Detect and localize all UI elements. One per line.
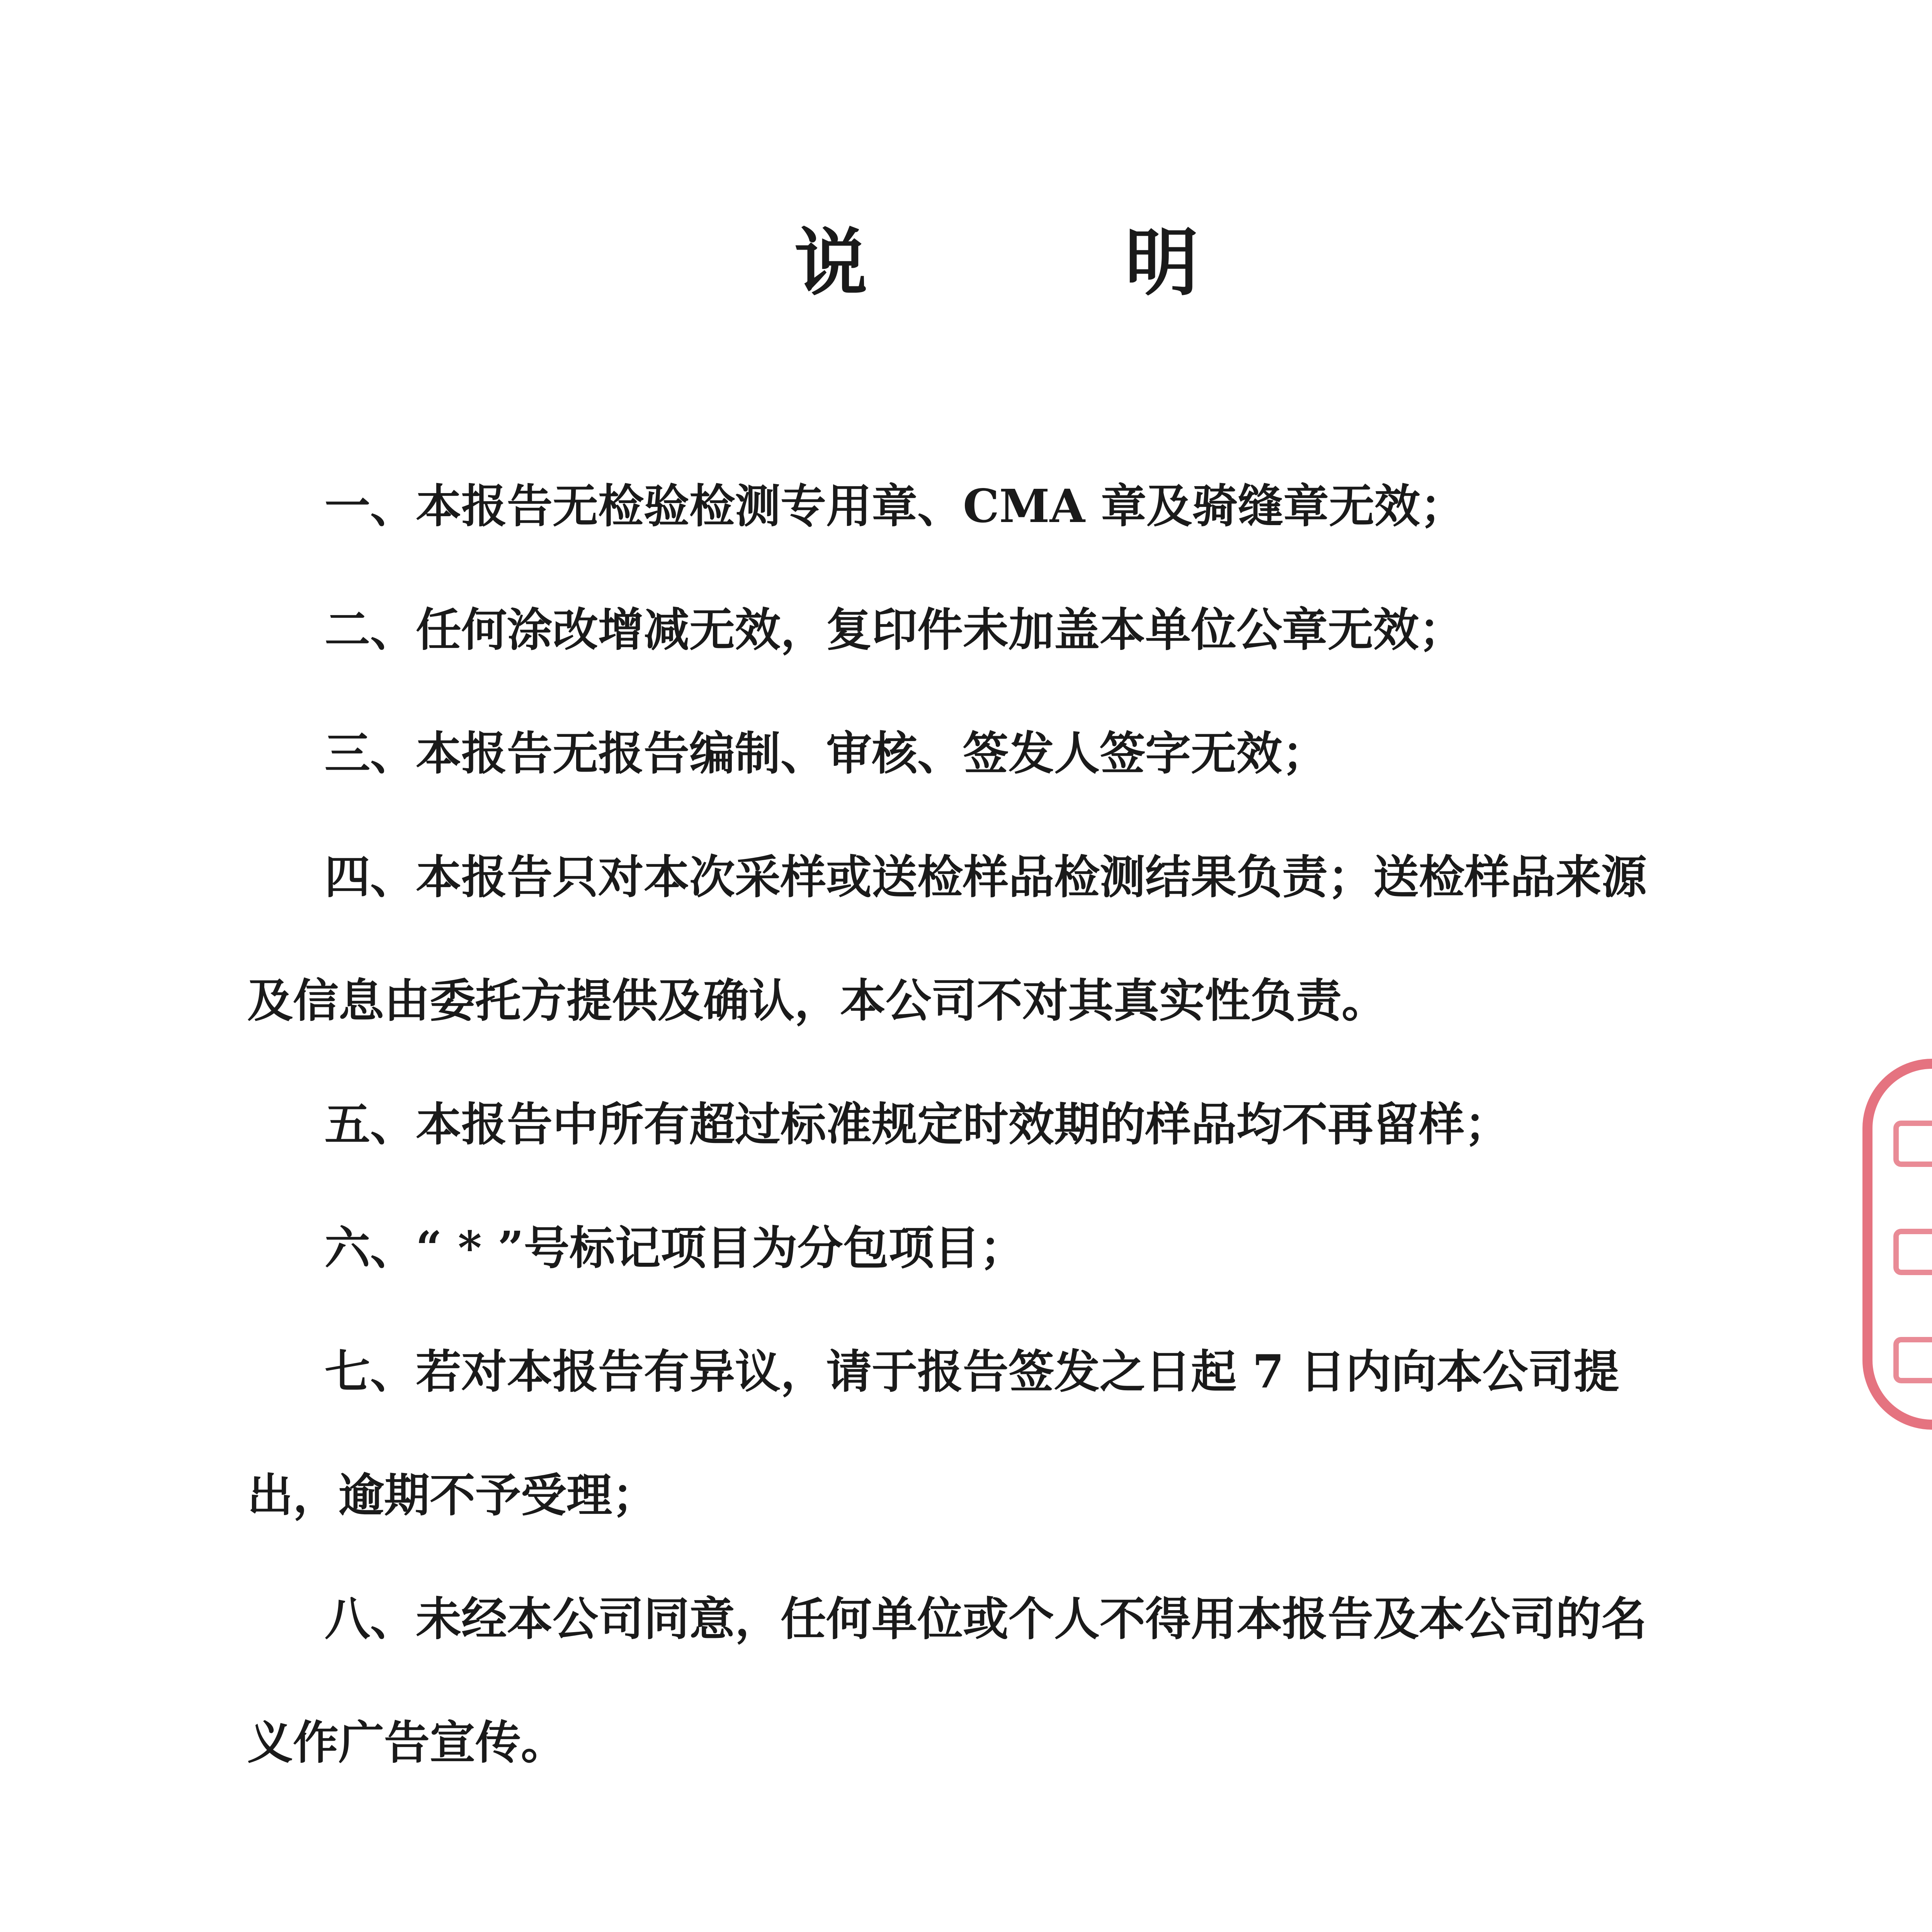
note-item-5: 五、本报告中所有超过标准规定时效期的样品均不再留样；	[325, 1097, 1510, 1151]
note-item-1: 一、本报告无检验检测专用章、CMA 章及骑缝章无效；	[325, 479, 1466, 533]
note-item-2: 二、任何涂改增减无效，复印件未加盖本单位公章无效；	[325, 603, 1465, 656]
page-title: 说 明	[794, 219, 1315, 306]
note-item-6: 六、“ * ”号标记项目为分包项目；	[325, 1221, 1026, 1275]
note-item-3: 三、本报告无报告编制、审核、签发人签字无效；	[325, 726, 1328, 780]
stamp-glyph	[1893, 1337, 1932, 1383]
note-item-8: 八、未经本公司同意，任何单位或个人不得用本报告及本公司的名义作广告宣传。	[247, 1592, 1647, 1769]
stamp-glyph	[1893, 1229, 1932, 1275]
note-item-7: 七、若对本报告有异议，请于报告签发之日起 7 日内向本公司提出，逾期不予受理；	[247, 1345, 1619, 1522]
stamp-glyph	[1893, 1121, 1932, 1167]
seam-stamp-marks	[1886, 1121, 1932, 1383]
note-item-4: 四、本报告只对本次采样或送检样品检测结果负责；送检样品来源及信息由委托方提供及确认，本公司不对其真实性负责。	[247, 850, 1647, 1027]
